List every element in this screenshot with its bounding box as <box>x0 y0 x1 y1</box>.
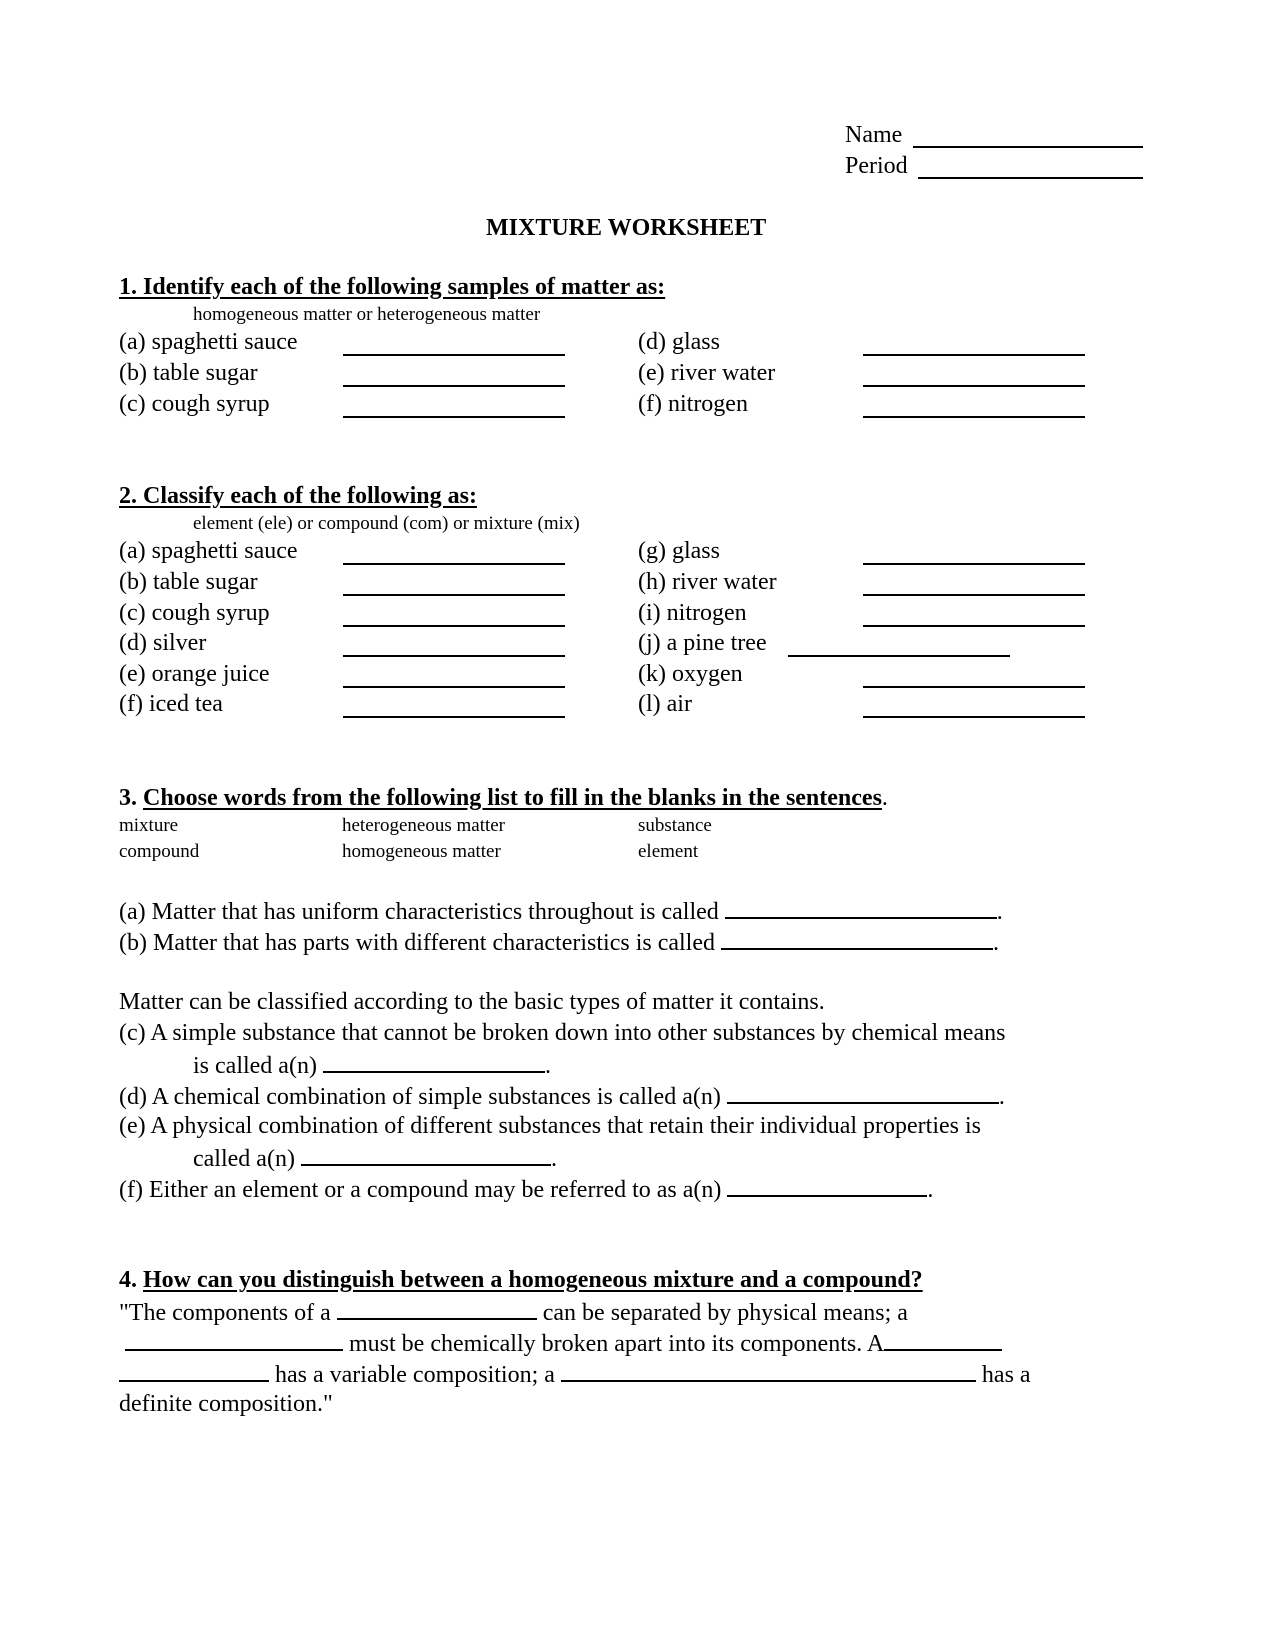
q3-e-text: called a(n) <box>193 1146 295 1172</box>
q1-item-f: (f) nitrogen <box>638 391 748 417</box>
name-blank[interactable] <box>913 146 1143 148</box>
q4-l3a: has a variable composition; a <box>275 1362 555 1388</box>
q2-item-b: (b) table sugar <box>119 569 258 595</box>
q3-a-end: . <box>996 899 1003 925</box>
q2-blank-k[interactable] <box>863 686 1085 688</box>
q4-blank-3[interactable] <box>884 1327 1002 1351</box>
q2-blank-c[interactable] <box>343 625 565 627</box>
q1-item-e: (e) river water <box>638 360 776 386</box>
word-substance: substance <box>638 815 712 836</box>
q2-options: element (ele) or compound (com) or mixture (mix) <box>193 513 580 534</box>
q3-heading: Choose words from the following list to fill in the blanks in the sentences <box>143 785 882 811</box>
q3-b-text: (b) Matter that has parts with different characteristics is called <box>119 930 715 956</box>
q1-item-d: (d) glass <box>638 329 720 355</box>
q4-line-4: definite composition." <box>119 1391 333 1417</box>
q2-item-l: (l) air <box>638 691 692 717</box>
q2-blank-j[interactable] <box>788 655 1010 657</box>
q3-blank-c[interactable] <box>323 1049 545 1073</box>
q3-sentence-b <box>119 926 999 958</box>
q3-sentence-e2 <box>193 1142 557 1174</box>
q1-blank-b[interactable] <box>343 385 565 387</box>
q2-blank-g[interactable] <box>863 563 1085 565</box>
q2-item-i: (i) nitrogen <box>638 600 747 626</box>
q3-b-end: . <box>993 930 999 956</box>
q1-item-c: (c) cough syrup <box>119 391 270 417</box>
q3-sentence-c1: (c) A simple substance that cannot be broken down into other substances by chemical means <box>119 1020 1006 1046</box>
q3-d-end: . <box>998 1084 1005 1110</box>
word-compound: compound <box>119 841 200 862</box>
q4-blank-3-cont[interactable] <box>119 1358 269 1382</box>
q2-blank-f[interactable] <box>343 716 565 718</box>
q3-sentence-d <box>119 1080 1005 1112</box>
q2-blank-a[interactable] <box>343 563 565 565</box>
q4-l1a: "The components of a <box>119 1300 331 1326</box>
q1-blank-c[interactable] <box>343 416 565 418</box>
q3-sentence-e1: (e) A physical combination of different substances that retain their individual properties is <box>119 1113 981 1139</box>
q3-heading-period: . <box>881 785 888 811</box>
q3-c-end: . <box>544 1053 551 1079</box>
q4-heading-row <box>119 1265 923 1295</box>
q3-blank-e[interactable] <box>301 1142 551 1166</box>
q3-blank-a[interactable] <box>725 895 997 919</box>
word-heterogeneous-matter: heterogeneous matter <box>342 815 506 836</box>
q3-f-end: . <box>927 1177 934 1203</box>
q3-sentence-f <box>119 1173 933 1205</box>
q2-item-e: (e) orange juice <box>119 661 270 687</box>
q2-heading: 2. Classify each of the following as: <box>119 483 477 509</box>
q1-heading: 1. Identify each of the following samples of matter as: <box>119 274 666 300</box>
period-blank[interactable] <box>918 177 1143 179</box>
q3-number: 3. <box>119 785 143 811</box>
q4-line-2 <box>125 1327 1002 1359</box>
q3-sentence-c2 <box>193 1049 551 1081</box>
q1-blank-d[interactable] <box>863 354 1085 356</box>
q4-blank-2[interactable] <box>125 1327 343 1351</box>
q3-c-text: is called a(n) <box>193 1053 317 1079</box>
q2-item-j: (j) a pine tree <box>638 630 767 656</box>
q2-item-a: (a) spaghetti sauce <box>119 538 298 564</box>
word-homogeneous-matter: homogeneous matter <box>342 841 501 862</box>
q3-blank-d[interactable] <box>727 1080 999 1104</box>
q4-line-3 <box>119 1358 1031 1390</box>
q4-l2a: must be chemically broken apart into its components. A <box>349 1331 885 1357</box>
page-title: MIXTURE WORKSHEET <box>486 215 767 241</box>
q2-blank-b[interactable] <box>343 594 565 596</box>
q2-blank-i[interactable] <box>863 625 1085 627</box>
q1-item-b: (b) table sugar <box>119 360 258 386</box>
q1-item-a: (a) spaghetti sauce <box>119 329 298 355</box>
q3-a-text: (a) Matter that has uniform characteristics throughout is called <box>119 899 719 925</box>
q3-sentence-a <box>119 895 1003 927</box>
word-element: element <box>638 841 699 862</box>
q1-blank-a[interactable] <box>343 354 565 356</box>
q3-heading-row <box>119 783 888 813</box>
word-mixture: mixture <box>119 815 179 836</box>
q3-blank-b[interactable] <box>721 926 993 950</box>
q4-blank-4[interactable] <box>561 1358 976 1382</box>
q2-item-g: (g) glass <box>638 538 720 564</box>
q4-l1b: can be separated by physical means; a <box>542 1300 908 1326</box>
q2-item-c: (c) cough syrup <box>119 600 270 626</box>
q1-blank-e[interactable] <box>863 385 1085 387</box>
q2-blank-l[interactable] <box>863 716 1085 718</box>
q1-options: homogeneous matter or heterogeneous matter <box>193 304 541 325</box>
q2-blank-e[interactable] <box>343 686 565 688</box>
q3-f-text: (f) Either an element or a compound may be referred to as a(n) <box>119 1177 722 1203</box>
q2-blank-h[interactable] <box>863 594 1085 596</box>
q3-e-end: . <box>550 1146 557 1172</box>
q2-blank-d[interactable] <box>343 655 565 657</box>
q2-item-h: (h) river water <box>638 569 777 595</box>
q4-number: 4. <box>119 1267 143 1293</box>
q2-item-f: (f) iced tea <box>119 691 223 717</box>
q2-item-k: (k) oxygen <box>638 661 743 687</box>
q4-l3b: has a <box>981 1362 1031 1388</box>
q3-blank-f[interactable] <box>727 1173 927 1197</box>
q3-intro: Matter can be classified according to the basic types of matter it contains. <box>119 989 825 1015</box>
q1-blank-f[interactable] <box>863 416 1085 418</box>
period-label: Period <box>845 153 908 179</box>
q4-blank-1[interactable] <box>337 1296 537 1320</box>
name-label: Name <box>845 122 903 148</box>
q4-heading: How can you distinguish between a homogeneous mixture and a compound? <box>143 1267 923 1293</box>
q4-line-1 <box>119 1296 908 1328</box>
q2-item-d: (d) silver <box>119 630 207 656</box>
q3-d-text: (d) A chemical combination of simple substances is called a(n) <box>119 1084 721 1110</box>
